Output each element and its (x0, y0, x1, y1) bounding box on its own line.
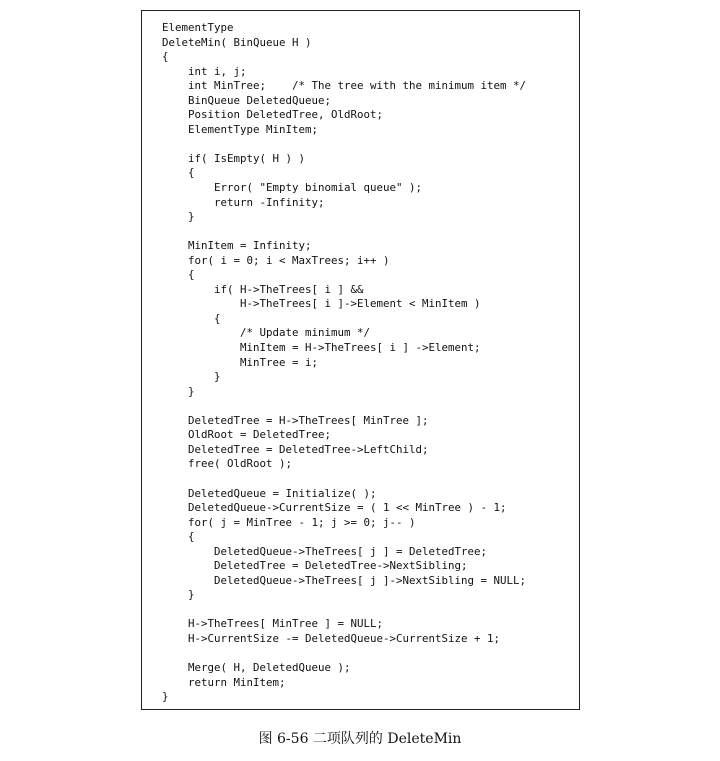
code-line: return MinItem; (162, 675, 286, 689)
code-line: OldRoot = DeletedTree; (162, 428, 332, 442)
code-line: } (162, 588, 195, 602)
code-line: Merge( H, DeletedQueue ); (162, 661, 351, 675)
code-line: H->TheTrees[ i ]->Element < MinItem ) (162, 297, 481, 311)
figure-caption: 图 6-56 二项队列的 DeleteMin (258, 731, 462, 747)
code-line: DeletedQueue->TheTrees[ j ] = DeletedTree; (162, 544, 488, 558)
code-line (162, 225, 526, 240)
code-line: } (162, 384, 195, 398)
code-line: Position DeletedTree, OldRoot; (162, 108, 384, 122)
code-line (162, 647, 526, 662)
code-listing (162, 21, 526, 705)
code-line: H->TheTrees[ MinTree ] = NULL; (162, 617, 384, 631)
code-line: BinQueue DeletedQueue; (162, 93, 332, 107)
code-line: ElementType MinItem; (162, 122, 319, 136)
code-line: DeletedTree = DeletedTree->LeftChild; (162, 442, 429, 456)
code-line: DeletedTree = DeletedTree->NextSibling; (162, 559, 468, 573)
code-line: } (162, 690, 169, 704)
code-line: { (162, 268, 195, 282)
code-line: } (162, 370, 221, 384)
code-line: DeletedQueue->CurrentSize = ( 1 << MinTree ) - 1; (162, 501, 507, 515)
code-line: for( i = 0; i < MaxTrees; i++ ) (162, 253, 390, 267)
code-line: DeleteMin( BinQueue H ) (162, 35, 312, 49)
code-line: H->CurrentSize -= DeletedQueue->CurrentSize + 1; (162, 631, 501, 645)
code-line: DeletedQueue->TheTrees[ j ]->NextSibling = NULL; (162, 573, 527, 587)
code-line: { (162, 530, 195, 544)
code-line: MinItem = H->TheTrees[ i ] ->Element; (162, 341, 481, 355)
code-line: { (162, 311, 221, 325)
code-line: int MinTree; /* The tree with the minimum item */ (162, 79, 527, 93)
code-line: { (162, 50, 169, 64)
code-line: Error( "Empty binomial queue" ); (162, 181, 423, 195)
code-line: DeletedTree = H->TheTrees[ MinTree ]; (162, 413, 429, 427)
code-line (162, 472, 526, 487)
code-line: if( H->TheTrees[ i ] && (162, 282, 364, 296)
code-line: for( j = MinTree - 1; j >= 0; j-- ) (162, 515, 416, 529)
code-line: /* Update minimum */ (162, 326, 371, 340)
code-line: if( IsEmpty( H ) ) (162, 151, 306, 165)
code-line: return -Infinity; (162, 195, 325, 209)
code-line: DeletedQueue = Initialize( ); (162, 486, 377, 500)
code-line: { (162, 166, 195, 180)
code-line (162, 137, 526, 152)
code-line: } (162, 210, 195, 224)
code-line (162, 603, 526, 618)
code-line: free( OldRoot ); (162, 457, 293, 471)
code-line: MinTree = i; (162, 355, 319, 369)
code-line: MinItem = Infinity; (162, 239, 312, 253)
code-line (162, 399, 526, 414)
code-line: int i, j; (162, 64, 247, 78)
code-line: ElementType (162, 21, 234, 34)
